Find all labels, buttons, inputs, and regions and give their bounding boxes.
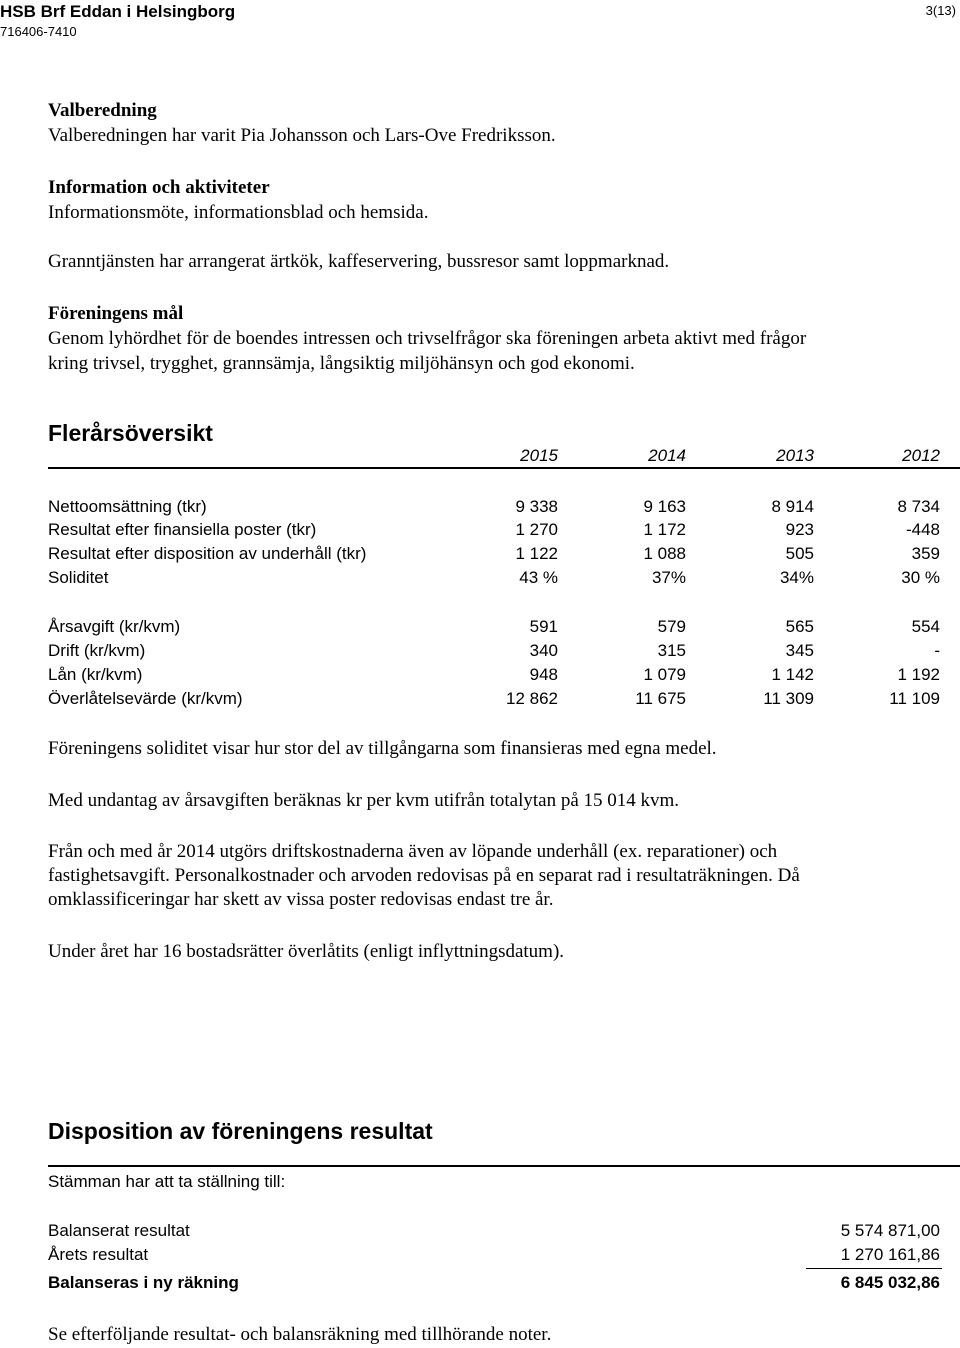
overview-cell: 34%: [779, 568, 814, 587]
overview-cell: 30 %: [901, 568, 940, 587]
page-number: 3(13): [925, 3, 956, 18]
overview-cell: 43 %: [519, 568, 558, 587]
year-header-2014: 2014: [648, 446, 686, 465]
year-header-2013: 2013: [776, 446, 814, 465]
overview-row-label: Nettoomsättning (tkr): [48, 497, 207, 516]
overview-cell: 340: [529, 641, 558, 660]
year-header-2012: 2012: [902, 446, 940, 465]
balanserat-value: 5 574 871,00: [840, 1221, 940, 1240]
note-soliditet: Föreningens soliditet visar hur stor del av tillgångarna som finansieras med egna medel.: [48, 738, 717, 759]
overview-cell: 579: [657, 617, 686, 636]
sum-underline: [806, 1268, 942, 1269]
granntjansten-text: Granntjänsten har arrangerat ärtkök, kaffeservering, bussresor samt loppmarknad.: [48, 251, 670, 272]
overview-cell: -: [934, 641, 940, 660]
overview-cell: 11 675: [635, 689, 686, 708]
organization-number: 716406-7410: [0, 24, 77, 39]
overview-row-label: Årsavgift (kr/kvm): [48, 617, 181, 636]
disposition-heading: Disposition av föreningens resultat: [48, 1118, 433, 1144]
overview-cell: 1 142: [771, 665, 814, 684]
overview-cell: 315: [657, 641, 686, 660]
overview-cell: 11 109: [889, 689, 940, 708]
disposition-intro: Stämman har att ta ställning till:: [48, 1172, 286, 1191]
valberedning-heading: Valberedning: [48, 100, 157, 121]
arets-resultat-value: 1 270 161,86: [840, 1245, 940, 1264]
note-drift-line-1: Från och med år 2014 utgörs driftskostnaderna även av löpande underhåll (ex. reparationer) och: [48, 841, 778, 862]
information-heading: Information och aktiviteter: [48, 177, 270, 198]
overview-cell: 948: [529, 665, 558, 684]
mal-heading: Föreningens mål: [48, 303, 184, 324]
overview-rule: [48, 467, 960, 469]
note-arsavgift: Med undantag av årsavgiften beräknas kr per kvm utifrån totalytan på 15 014 kvm.: [48, 790, 680, 811]
overview-cell: 1 122: [515, 544, 558, 563]
overview-cell: -448: [905, 520, 940, 539]
overview-cell: 923: [785, 520, 814, 539]
disposition-footer: Se efterföljande resultat- och balansräkning med tillhörande noter.: [48, 1324, 552, 1345]
mal-text-line-1: Genom lyhördhet för de boendes intressen och trivselfrågor ska föreningen arbeta aktivt med frågor: [48, 328, 807, 349]
overview-cell: 591: [529, 617, 558, 636]
overview-cell: 11 309: [763, 689, 814, 708]
overview-row-label: Soliditet: [48, 568, 109, 587]
overview-row-label: Resultat efter finansiella poster (tkr): [48, 520, 317, 539]
overview-cell: 9 163: [643, 497, 686, 516]
overview-cell: 1 088: [643, 544, 686, 563]
total-label: Balanseras i ny räkning: [48, 1273, 239, 1292]
organization-name: HSB Brf Eddan i Helsingborg: [0, 2, 236, 21]
information-text: Informationsmöte, informationsblad och hemsida.: [48, 202, 429, 223]
overview-cell: 565: [785, 617, 814, 636]
overview-row-label: Resultat efter disposition av underhåll (tkr): [48, 544, 367, 563]
overview-row-label: Drift (kr/kvm): [48, 641, 146, 660]
overview-cell: 1 172: [643, 520, 686, 539]
mal-text-line-2: kring trivsel, trygghet, grannsämja, långsiktig miljöhänsyn och god ekonomi.: [48, 353, 635, 374]
year-header-2015: 2015: [520, 446, 558, 465]
note-drift-line-3: omklassificeringar har skett av vissa poster redovisas endast tre år.: [48, 889, 554, 910]
note-drift-line-2: fastighetsavgift. Personalkostnader och arvoden redovisas på en separat rad i resultaträkningen. Då: [48, 865, 800, 886]
overview-cell: 1 079: [643, 665, 686, 684]
overview-cell: 12 862: [506, 689, 558, 708]
overview-cell: 1 270: [515, 520, 558, 539]
overview-cell: 359: [911, 544, 940, 563]
overview-cell: 8 914: [771, 497, 814, 516]
disposition-rule: [48, 1165, 960, 1167]
arets-resultat-label: Årets resultat: [48, 1245, 149, 1264]
balanserat-label: Balanserat resultat: [48, 1221, 190, 1240]
total-value: 6 845 032,86: [840, 1273, 940, 1292]
overview-heading: Flerårsöversikt: [48, 420, 213, 446]
overview-cell: 345: [785, 641, 814, 660]
overview-cell: 9 338: [515, 497, 558, 516]
valberedning-text: Valberedningen har varit Pia Johansson och Lars-Ove Fredriksson.: [48, 125, 556, 146]
overview-row-label: Överlåtelsevärde (kr/kvm): [48, 689, 243, 708]
overview-cell: 8 734: [897, 497, 940, 516]
overview-cell: 554: [911, 617, 940, 636]
overview-cell: 505: [785, 544, 814, 563]
note-overlatelser: Under året har 16 bostadsrätter överlåtits (enligt inflyttningsdatum).: [48, 941, 565, 962]
overview-cell: 1 192: [897, 665, 940, 684]
overview-cell: 37%: [651, 568, 686, 587]
overview-row-label: Lån (kr/kvm): [48, 665, 143, 684]
